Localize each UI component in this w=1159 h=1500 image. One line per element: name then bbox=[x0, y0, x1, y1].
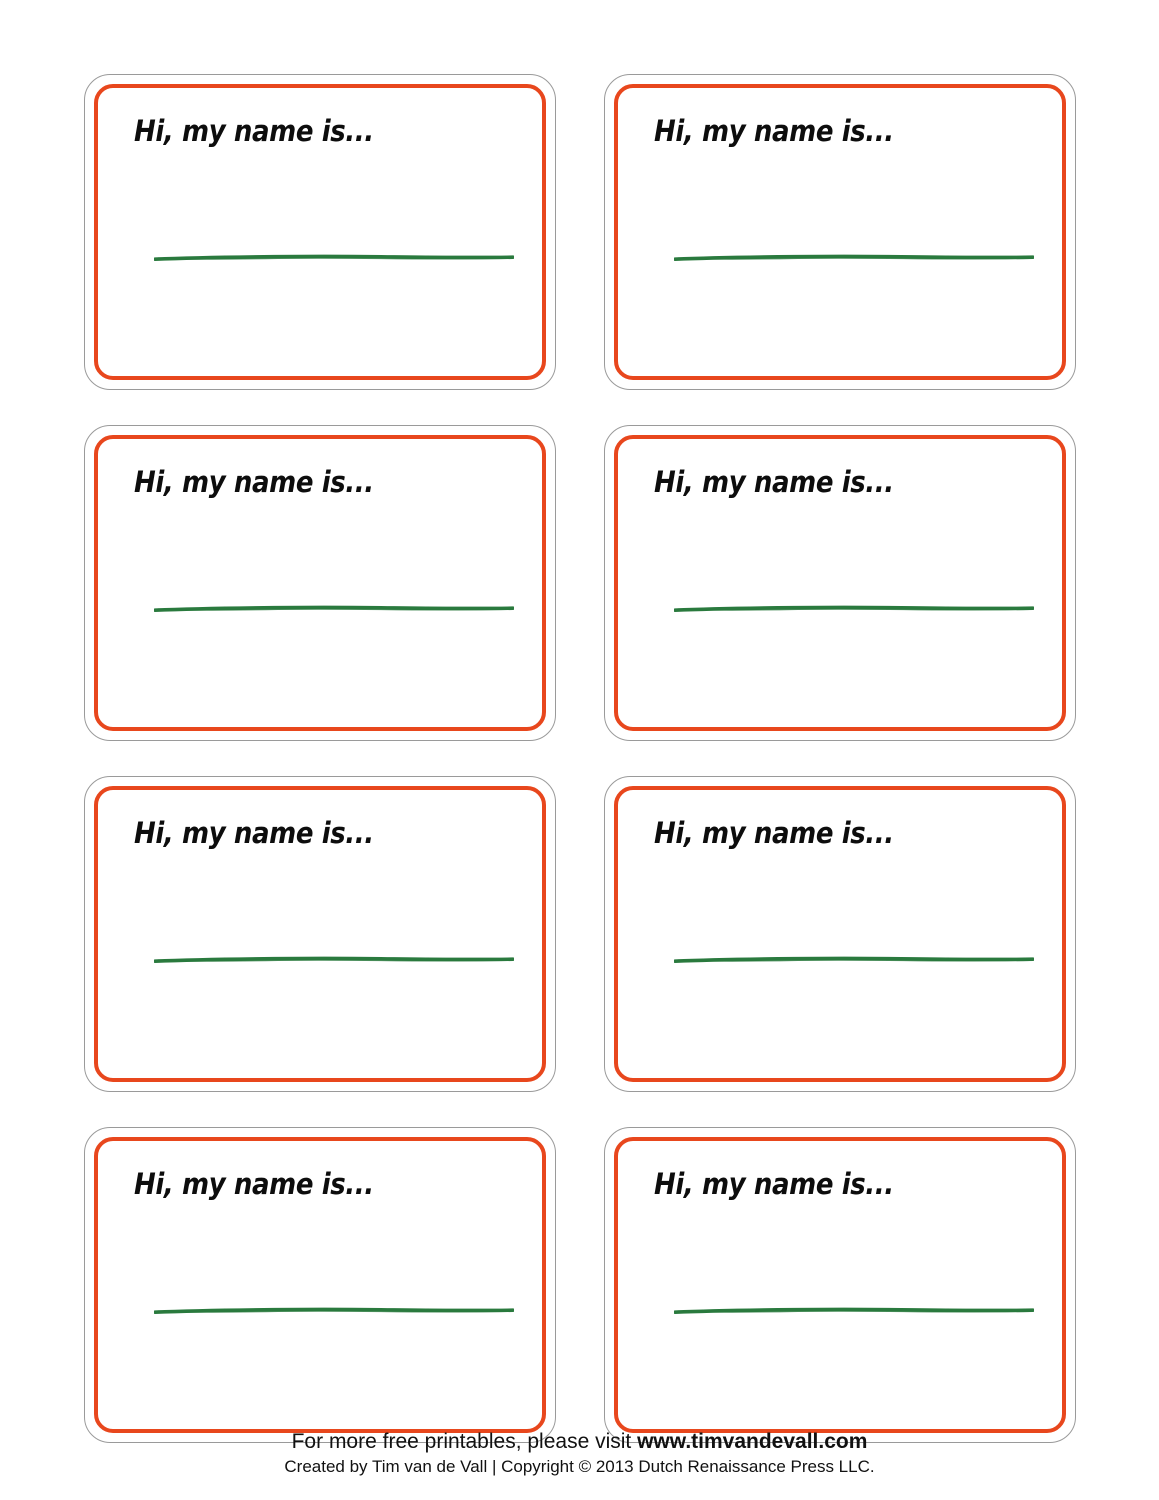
name-tag-border bbox=[94, 786, 546, 1082]
page-footer bbox=[0, 1428, 1159, 1478]
footer-promo-text: For more free printables, please visit bbox=[291, 1430, 638, 1453]
name-tag[interactable] bbox=[84, 1127, 556, 1443]
name-tag-heading: Hi, my name is... bbox=[134, 115, 374, 150]
name-tag-border bbox=[614, 1137, 1066, 1433]
name-tag[interactable] bbox=[84, 776, 556, 1092]
name-tag-heading: Hi, my name is... bbox=[134, 817, 374, 852]
name-tag-border bbox=[94, 435, 546, 731]
name-write-line[interactable] bbox=[154, 1306, 514, 1316]
name-tag[interactable] bbox=[604, 74, 1076, 390]
footer-promo bbox=[0, 1428, 1159, 1455]
name-write-line[interactable] bbox=[154, 253, 514, 263]
name-tag[interactable] bbox=[604, 425, 1076, 741]
name-write-line[interactable] bbox=[674, 955, 1034, 965]
name-tag-heading: Hi, my name is... bbox=[654, 1168, 894, 1203]
name-tag-heading: Hi, my name is... bbox=[654, 817, 894, 852]
footer-credit: Created by Tim van de Vall | Copyright © 2013 Dutch Renaissance Press LLC. bbox=[284, 1457, 875, 1476]
name-tag-heading: Hi, my name is... bbox=[134, 466, 374, 501]
name-tag-border bbox=[94, 1137, 546, 1433]
name-tag-border bbox=[614, 786, 1066, 1082]
name-tag-grid bbox=[84, 74, 1076, 1444]
name-tag-border bbox=[614, 84, 1066, 380]
name-write-line[interactable] bbox=[154, 604, 514, 614]
name-write-line[interactable] bbox=[674, 604, 1034, 614]
name-tag[interactable] bbox=[604, 776, 1076, 1092]
name-tag-border bbox=[614, 435, 1066, 731]
name-tag-heading: Hi, my name is... bbox=[134, 1168, 374, 1203]
name-write-line[interactable] bbox=[674, 1306, 1034, 1316]
name-tag[interactable] bbox=[84, 74, 556, 390]
name-tag-heading: Hi, my name is... bbox=[654, 115, 894, 150]
name-tag[interactable] bbox=[84, 425, 556, 741]
name-tag-heading: Hi, my name is... bbox=[654, 466, 894, 501]
footer-website-link[interactable]: www.timvandevall.com bbox=[637, 1430, 868, 1453]
name-write-line[interactable] bbox=[154, 955, 514, 965]
name-write-line[interactable] bbox=[674, 253, 1034, 263]
name-tag-border bbox=[94, 84, 546, 380]
name-tag[interactable] bbox=[604, 1127, 1076, 1443]
